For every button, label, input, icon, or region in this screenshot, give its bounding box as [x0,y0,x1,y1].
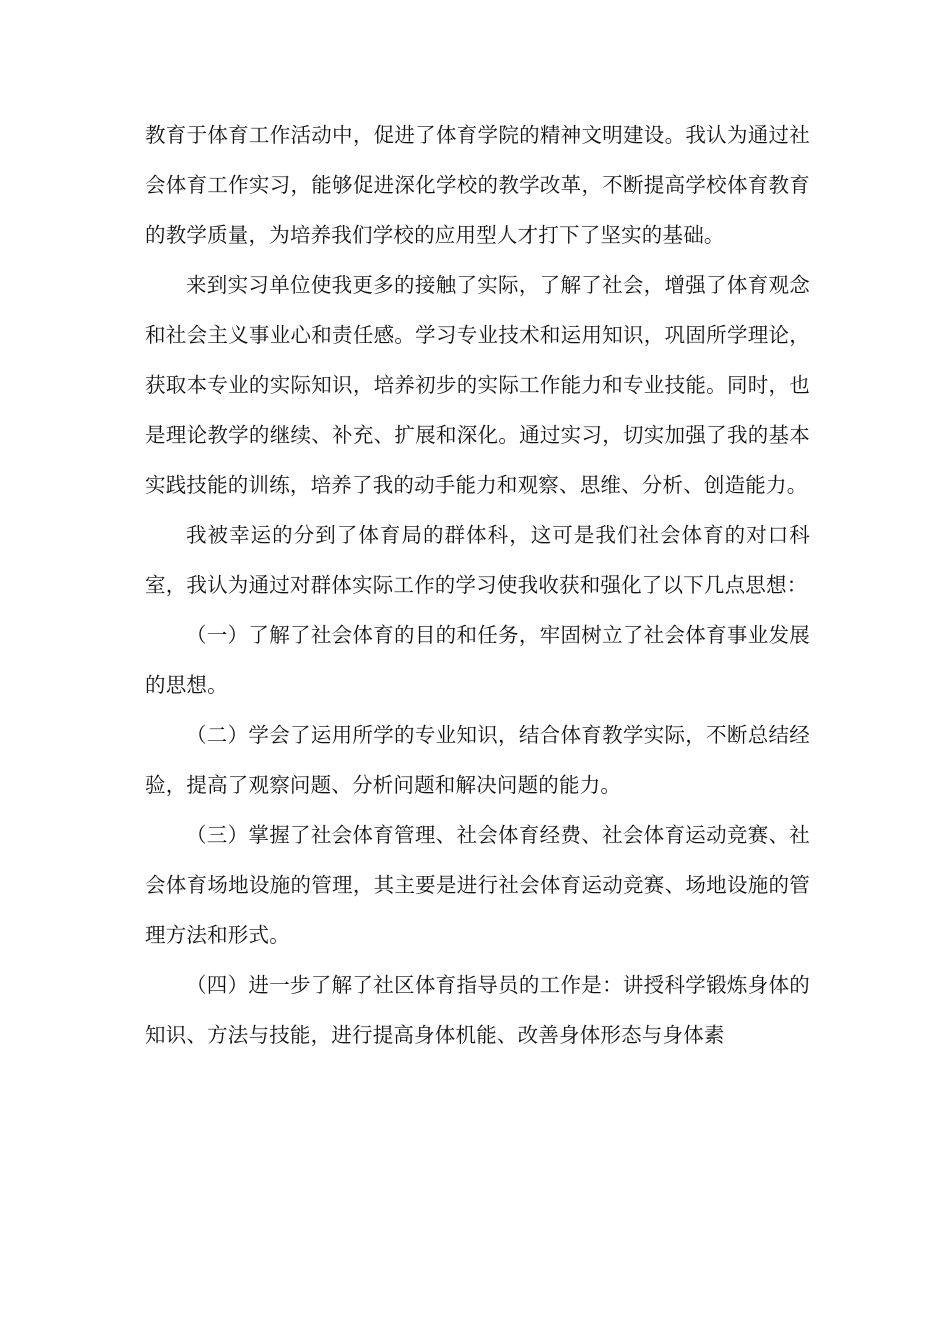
list-item-one: （一）了解了社会体育的目的和任务，牢固树立了社会体育事业发展的思想。 [145,623,810,697]
paragraph-internship-unit: 来到实习单位使我更多的接触了实际，了解了社会，增强了体育观念和社会主义事业心和责任感。学习专业技术和运用知识，巩固所学理论，获取本专业的实际知识，培养初步的实际工作能力和专业技能。同时，也是理论教学的继续、补充、扩展和深化。通过实习，切实加强了我的基本实践技能的训练，培养了我的动手能力和观察、思维、分析、创造能力。 [145,273,810,497]
paragraph-assignment: 我被幸运的分到了体育局的群体科，这可是我们社会体育的对口科室，我认为通过对群体实际工作的学习使我收获和强化了以下几点思想： [145,523,810,597]
list-item-two: （二）学会了运用所学的专业知识，结合体育教学实际，不断总结经验，提高了观察问题、分析问题和解决问题的能力。 [145,723,810,797]
paragraph-continuation: 教育于体育工作活动中，促进了体育学院的精神文明建设。我认为通过社会体育工作实习，能够促进深化学校的教学改革，不断提高学校体育教育的教学质量，为培养我们学校的应用型人才打下了坚实的基础。 [145,123,810,247]
list-item-four: （四）进一步了解了社区体育指导员的工作是：讲授科学锻炼身体的知识、方法与技能，进行提高身体机能、改善身体形态与身体素 [145,973,810,1047]
document-body [145,110,810,1060]
list-item-three: （三）掌握了社会体育管理、社会体育经费、社会体育运动竞赛、社会体育场地设施的管理，其主要是进行社会体育运动竞赛、场地设施的管理方法和形式。 [145,823,810,947]
